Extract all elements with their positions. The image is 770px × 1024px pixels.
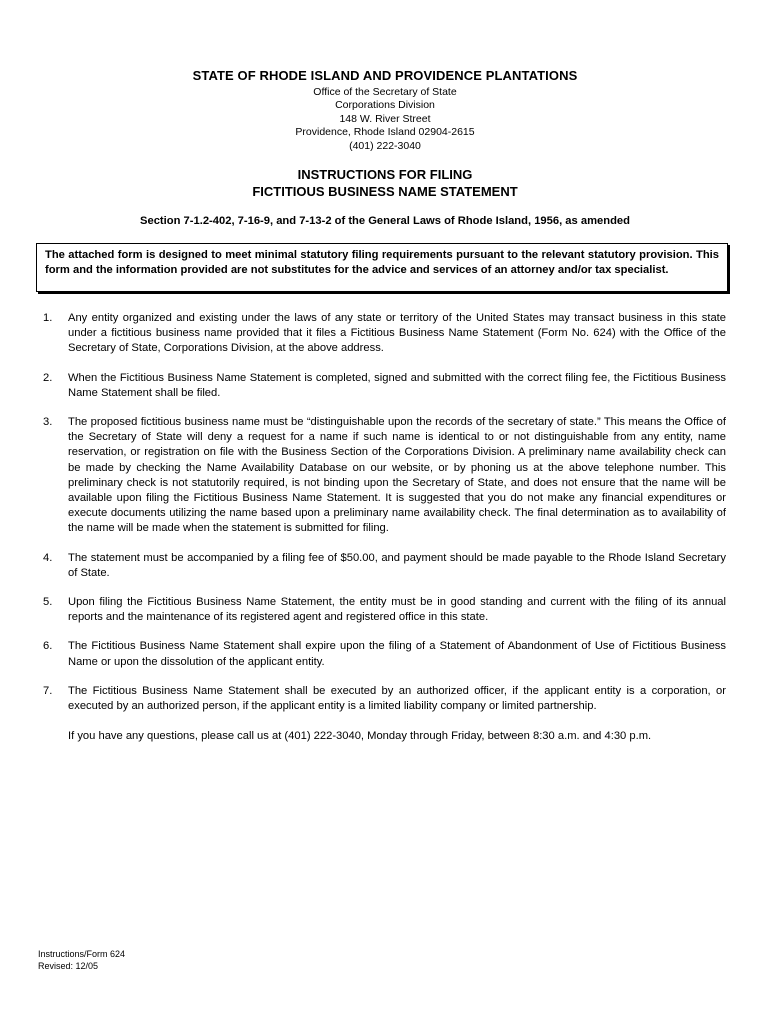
- footer-revised: Revised: 12/05: [38, 960, 99, 971]
- address-line-street: 148 W. River Street: [339, 112, 431, 125]
- list-item: [43, 415, 726, 537]
- list-item: [43, 684, 726, 714]
- instructions-title-line1: INSTRUCTIONS FOR FILING: [297, 167, 473, 182]
- footer: [38, 949, 125, 972]
- address-line-city: Providence, Rhode Island 02904-2615: [295, 126, 475, 139]
- address-line-phone: (401) 222-3040: [349, 139, 421, 152]
- item-text: When the Fictitious Business Name Statement is completed, signed and submitted with the correct filing fee, the Fictitious Business Name Statement shall be filed.: [68, 371, 726, 399]
- item-text: The statement must be accompanied by a filing fee of $50.00, and payment should be made payable to the Rhode Island Secretary of State.: [68, 551, 726, 579]
- item-text: Any entity organized and existing under the laws of any state or territory of the United States may transact business in this state under a fictitious business name provided that it files a Fictitious Business Name Statement (Form No. 624) with the Office of the Secretary of State, Corporations Division, at the above address.: [68, 312, 726, 355]
- office-address: [0, 86, 770, 153]
- footer-form: Instructions/Form 624: [38, 949, 126, 959]
- list-item: [43, 595, 726, 625]
- address-line-office: Office of the Secretary of State: [313, 86, 457, 98]
- disclaimer-box: The attached form is designed to meet minimal statutory filing requirements pursuant to the relevant statutory provision. This form and the information provided are not substitutes for the advice and services of an attorney and/or tax specialist.: [36, 243, 728, 292]
- list-item: [43, 551, 726, 581]
- item-number: 7.: [43, 684, 53, 697]
- instructions-title: [0, 167, 770, 200]
- state-title: STATE OF RHODE ISLAND AND PROVIDENCE PLANTATIONS: [192, 68, 578, 83]
- item-number: 1.: [43, 312, 53, 324]
- item-text: The Fictitious Business Name Statement shall be executed by an authorized officer, if the applicant entity is a corporation, or executed by an authorized person, if the applicant entity is a limited liability company or limited partnership.: [68, 684, 726, 713]
- item-number: 4.: [43, 551, 53, 564]
- item-text: Upon filing the Fictitious Business Name Statement, the entity must be in good standing and current with the filing of its annual reports and the maintenance of its registered agent and registered office in this state.: [68, 596, 726, 624]
- item-number: 3.: [43, 416, 53, 429]
- closing-paragraph: If you have any questions, please call us at (401) 222-3040, Monday through Friday, between 8:30 a.m. and 4:30 p.m.: [68, 730, 652, 743]
- instruction-list: [43, 311, 726, 744]
- item-number: 2.: [43, 371, 53, 384]
- list-item: [43, 311, 726, 357]
- item-text: The Fictitious Business Name Statement shall expire upon the filing of a Statement of Abandonment of Use of Fictitious Business Name or upon the dissolution of the applicant entity.: [68, 640, 726, 668]
- address-line-division: Corporations Division: [335, 99, 435, 112]
- instructions-title-line2: FICTITIOUS BUSINESS NAME STATEMENT: [252, 183, 518, 199]
- list-item: [43, 639, 726, 669]
- list-item: [43, 371, 726, 401]
- item-text: The proposed fictitious business name must be “distinguishable upon the records of the secretary of state.” This means the Office of the Secretary of State will deny a request for a name if such name is identical to or not distinguishable from any entity, name reservation, or registration on file with the Business Section of the Corporations Division. A preliminary name availability check can be made by checking the Name Availability Database on our website, or by phoning us at the above telephone number. This preliminary check is not statutorily required, is not binding upon the Secretary of State, and does not ensure that the name will be available upon filing the Fictitious Business Name Statement. It is suggested that you do not make any financial expenditures or execute documents utilizing the name based upon a preliminary name availability check. The final determination as to availability of the name will be made when the statement is submitted for filing.: [68, 416, 726, 535]
- item-number: 5.: [43, 596, 53, 609]
- section-reference: Section 7-1.2-402, 7-16-9, and 7-13-2 of the General Laws of Rhode Island, 1956, as amended: [140, 215, 630, 227]
- item-number: 6.: [43, 640, 53, 653]
